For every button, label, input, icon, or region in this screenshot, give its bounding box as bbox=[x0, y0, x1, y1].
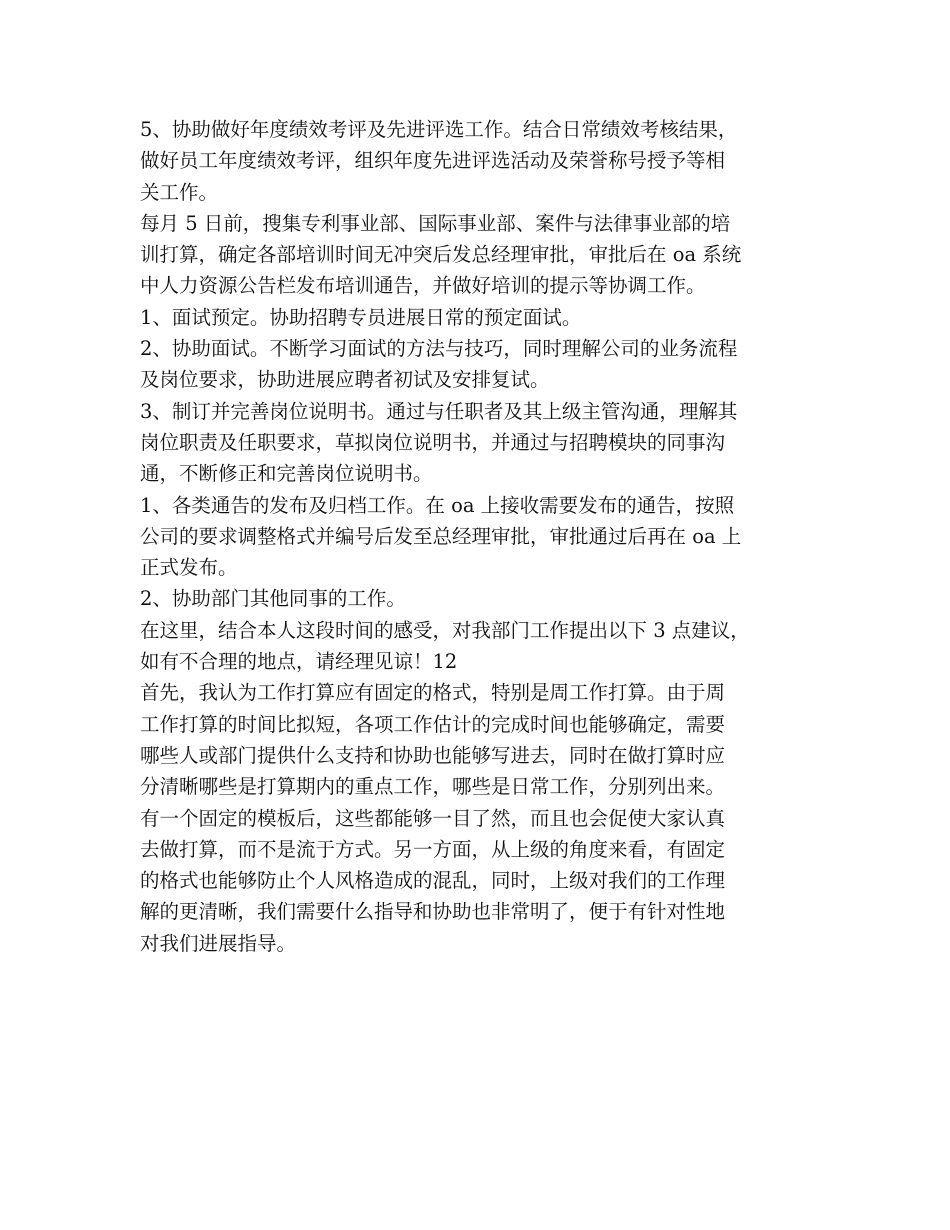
text-line: 2、协助面试。不断学习面试的方法与技巧，同时理解公司的业务流程 bbox=[140, 337, 738, 361]
text-line: 关工作。 bbox=[140, 180, 219, 204]
text-line: 解的更清晰，我们需要什么指导和协助也非常明了，便于有针对性地 bbox=[140, 900, 726, 924]
text-line: 中人力资源公告栏发布培训通告，并做好培训的提示等协调工作。 bbox=[140, 274, 706, 298]
text-line: 的格式也能够防止个人风格造成的混乱，同时，上级对我们的工作理 bbox=[140, 869, 726, 893]
text-line: 正式发布。 bbox=[140, 556, 238, 580]
text-line: 5、协助做好年度绩效考评及先进评选工作。结合日常绩效考核结果， bbox=[140, 118, 738, 141]
text-line: 岗位职责及任职要求，草拟岗位说明书，并通过与招聘模块的同事沟 bbox=[140, 430, 726, 454]
text-line: 有一个固定的模板后，这些都能够一目了然，而且也会促使大家认真 bbox=[140, 806, 726, 830]
text-line: 2、协助部门其他同事的工作。 bbox=[140, 587, 406, 611]
text-line: 公司的要求调整格式并编号后发至总经理审批，审批通过后再在 oa 上 bbox=[140, 524, 742, 548]
text-line: 做好员工年度绩效考评，组织年度先进评选活动及荣誉称号授予等相 bbox=[140, 149, 726, 173]
text-line: 首先，我认为工作打算应有固定的格式，特别是周工作打算。由于周 bbox=[140, 681, 726, 705]
text-line: 分清晰哪些是打算期内的重点工作，哪些是日常工作，分别列出来。 bbox=[140, 775, 726, 799]
text-line: 对我们进展指导。 bbox=[140, 931, 297, 955]
text-line: 1、面试预定。协助招聘专员进展日常的预定面试。 bbox=[140, 305, 582, 329]
text-line: 每月 5 日前，搜集专利事业部、国际事业部、案件与法律事业部的培 bbox=[140, 211, 731, 235]
text-line: 如有不合理的地点，请经理见谅！12 bbox=[140, 650, 458, 674]
text-line: 3、制订并完善岗位说明书。通过与任职者及其上级主管沟通，理解其 bbox=[140, 399, 738, 423]
text-line: 在这里，结合本人这段时间的感受，对我部门工作提出以下 3 点建议， bbox=[140, 618, 750, 642]
text-line: 哪些人或部门提供什么支持和协助也能够写进去，同时在做打算时应 bbox=[140, 743, 726, 767]
document-body bbox=[140, 114, 830, 959]
text-line: 去做打算，而不是流于方式。另一方面，从上级的角度来看，有固定 bbox=[140, 837, 726, 861]
text-line: 工作打算的时间比拟短，各项工作估计的完成时间也能够确定，需要 bbox=[140, 712, 726, 736]
text-line: 1、各类通告的发布及归档工作。在 oa 上接收需要发布的通告，按照 bbox=[140, 493, 735, 517]
text-line: 训打算，确定各部培训时间无冲突后发总经理审批，审批后在 oa 系统 bbox=[140, 243, 742, 267]
text-line: 通，不断修正和完善岗位说明书。 bbox=[140, 462, 433, 486]
text-line: 及岗位要求，协助进展应聘者初试及安排复试。 bbox=[140, 368, 550, 392]
